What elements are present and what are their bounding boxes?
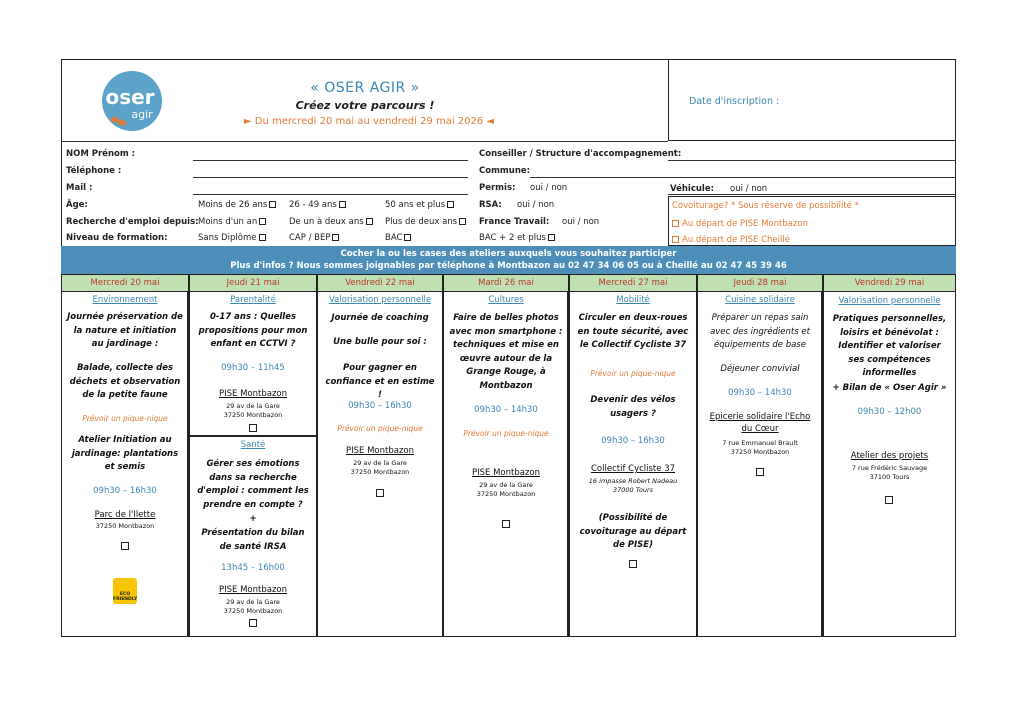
location-address-2: 37250 Montbazon: [730, 448, 790, 456]
category-label: Mobilité: [616, 295, 650, 305]
mail-field[interactable]: [193, 194, 468, 195]
checkbox[interactable]: [332, 234, 339, 241]
location-address: 37250 Montbazon: [95, 522, 155, 530]
location-name: Collectif Cycliste 37: [590, 464, 676, 474]
checkbox[interactable]: [447, 201, 454, 208]
column-divider: [567, 292, 570, 637]
pique-nique-note: Prévoir un pique-nique: [590, 369, 676, 378]
activity-text-2: Une bulle pour soi :: [333, 337, 427, 347]
activity-text-2: Gérer ses émotions dans sa recherche d'emploi : comment les prendre en compte ?: [197, 459, 309, 510]
conseiller-label: Conseiller / Structure d'accompagnement:: [479, 149, 682, 159]
schedule-grid: [61, 274, 956, 637]
checkbox[interactable]: [259, 218, 266, 225]
location-address-2: 37100 Tours: [869, 473, 910, 481]
vehicule-value[interactable]: oui / non: [730, 184, 768, 194]
location-address-1: 7 rue Frédéric Sauvage: [851, 464, 928, 472]
location-name-2: PISE Montbazon: [218, 585, 287, 595]
time-slot: 09h30 – 16h30: [348, 401, 412, 411]
activity-text-2: Déjeuner convivial: [720, 364, 800, 374]
time-slot-2: 13h45 – 16h00: [221, 563, 285, 573]
covoit-option-cheille[interactable]: Au départ de PISE Cheillé: [672, 235, 790, 245]
activity-text-3: Présentation du bilan de santé IRSA: [201, 528, 305, 552]
category-label: Cuisine solidaire: [725, 295, 795, 305]
time-slot: 09h30 – 14h30: [728, 388, 792, 398]
pique-nique-note: Prévoir un pique-nique: [82, 414, 168, 423]
banner-line-1: Cocher la ou les cases des ateliers auxquels vous souhaitez participer: [340, 249, 677, 259]
rsa-value[interactable]: oui / non: [517, 200, 555, 210]
location-address-3: 29 av de la Gare: [226, 598, 280, 606]
page-title: « OSER AGIR »: [310, 80, 420, 96]
mail-label: Mail :: [66, 183, 93, 193]
commune-label: Commune:: [479, 166, 531, 176]
checkbox[interactable]: [672, 220, 679, 227]
niveau-option-2[interactable]: CAP / BEP: [289, 233, 339, 243]
activity-text: Pratiques personnelles, loisirs et bénévolat : Identifier et valoriser ses compétences informelles: [832, 314, 947, 378]
eco-friendly-icon: ECO FRIENDLY: [113, 578, 137, 604]
signup-checkbox-2[interactable]: [249, 619, 257, 627]
activity-text-3: Pour gagner en confiance et en estime !: [325, 363, 435, 400]
checkbox[interactable]: [269, 201, 276, 208]
recherche-option-2[interactable]: De un à deux ans: [289, 217, 373, 227]
day-column-1: [61, 274, 189, 637]
time-slot: 09h30 – 14h30: [474, 405, 538, 415]
location-address-1: 16 impasse Robert Nadeau: [588, 477, 678, 485]
niveau-option-1[interactable]: Sans Diplôme: [198, 233, 266, 243]
telephone-label: Téléphone :: [66, 166, 122, 176]
column-divider: [821, 292, 824, 637]
activity-text-2: Devenir des vélos usagers ?: [590, 395, 676, 419]
signup-checkbox[interactable]: [121, 542, 129, 550]
recherche-option-1[interactable]: Moins d'un an: [198, 217, 266, 227]
checkbox[interactable]: [672, 236, 679, 243]
age-option-1[interactable]: Moins de 26 ans: [198, 200, 276, 210]
svg-text:oser: oser: [105, 85, 155, 109]
plus-sign: +: [249, 514, 257, 524]
nom-label: NOM Prénom :: [66, 149, 136, 159]
checkbox[interactable]: [459, 218, 466, 225]
page-dates: ► Du mercredi 20 mai au vendredi 29 mai 2026 ◄: [243, 116, 495, 127]
location-name: PISE Montbazon: [345, 446, 414, 456]
slot-divider: [189, 435, 317, 437]
activity-text: 0-17 ans : Quelles propositions pour mon enfant en CCTVI ?: [198, 312, 308, 349]
signup-checkbox[interactable]: [376, 489, 384, 497]
signup-checkbox[interactable]: [502, 520, 510, 528]
niveau-option-3[interactable]: BAC: [385, 233, 411, 243]
date-inscription-label: Date d'inscription :: [689, 96, 780, 107]
day-header: Vendredi 22 mai: [317, 274, 443, 292]
signup-checkbox[interactable]: [629, 560, 637, 568]
info-banner: [61, 246, 956, 274]
time-slot: 09h30 – 12h00: [857, 407, 922, 417]
location-address-1: 29 av de la Gare: [353, 459, 407, 467]
day-header: Jeudi 28 mai: [697, 274, 823, 292]
checkbox[interactable]: [259, 234, 266, 241]
conseiller-field[interactable]: [668, 160, 956, 161]
category-label: Parentalité: [230, 295, 276, 305]
niveau-option-4[interactable]: BAC + 2 et plus: [479, 233, 555, 243]
age-label: Âge:: [66, 200, 88, 210]
banner-line-2: Plus d'infos ? Nous sommes joignables par téléphone à Montbazon au 02 47 34 06 05 ou à Cheillé au 02 47 45 39 46: [230, 261, 787, 271]
activity-text-2: Balade, collecte des déchets et observation de la petite faune: [69, 363, 181, 400]
location-name: Parc de l'Ilette: [94, 510, 156, 520]
vehicule-line: [668, 194, 956, 195]
activity-text-3: (Possibilité de covoiturage au départ de PISE): [579, 513, 687, 550]
permis-value[interactable]: oui / non: [530, 183, 568, 193]
day-column-3: [317, 274, 443, 637]
activity-text: Préparer un repas sain avec des ingrédients et équipements de base: [710, 313, 810, 350]
time-slot: 09h30 – 16h30: [93, 486, 157, 496]
location-address-2: 37250 Montbazon: [223, 411, 283, 419]
covoiturage-title: Covoiturage? * Sous réserve de possibilité *: [672, 201, 859, 211]
location-address-2: 37250 Montbazon: [350, 468, 410, 476]
vehicule-label: Véhicule:: [670, 184, 715, 194]
oser-agir-logo: [96, 70, 168, 134]
day-header: Vendredi 29 mai: [823, 274, 956, 292]
age-option-3[interactable]: 50 ans et plus: [385, 200, 454, 210]
location-address-1: 7 rue Emmanuel Brault: [722, 439, 798, 447]
location-name: PISE Montbazon: [218, 389, 287, 399]
activity-text: Journée de coaching: [331, 313, 429, 323]
activity-text: Faire de belles photos avec mon smartphone : techniques et mise en œuvre autour de la Grange Rouge, à Montbazon: [449, 313, 563, 391]
pique-nique-note: Prévoir un pique-nique: [337, 424, 423, 433]
rsa-label: RSA:: [479, 200, 502, 210]
svg-text:agir: agir: [131, 108, 153, 121]
pique-nique-note: Prévoir un pique-nique: [463, 429, 549, 438]
age-option-2[interactable]: 26 - 49 ans: [289, 200, 346, 210]
column-divider: [187, 292, 190, 637]
day-column-7: [823, 274, 956, 637]
day-header: Jeudi 21 mai: [189, 274, 317, 292]
date-inscription-box: [668, 59, 956, 141]
day-column-2: [189, 274, 317, 637]
location-name: PISE Montbazon: [471, 468, 540, 478]
checkbox[interactable]: [404, 234, 411, 241]
day-header: Mercredi 27 mai: [569, 274, 697, 292]
covoiturage-box: [668, 196, 956, 246]
permis-label: Permis:: [479, 183, 516, 193]
france-travail-value[interactable]: oui / non: [562, 217, 600, 227]
day-column-6: [697, 274, 823, 637]
niveau-label: Niveau de formation:: [66, 233, 168, 243]
signup-checkbox[interactable]: [249, 424, 257, 432]
day-column-5: [569, 274, 697, 637]
checkbox[interactable]: [366, 218, 373, 225]
location-name: Atelier des projets: [850, 451, 929, 461]
category-label: Cultures: [488, 295, 524, 305]
category-label: Valorisation personnelle: [838, 296, 941, 306]
category-label-2: Santé: [240, 440, 266, 450]
activity-text: Journée préservation de la nature et initiation au jardinage :: [67, 312, 183, 349]
location-address-4: 37250 Montbazon: [223, 607, 283, 615]
activity-text-3: Atelier Initiation au jardinage: plantations et semis: [71, 435, 179, 472]
category-label: Valorisation personnelle: [328, 295, 432, 305]
location-address-2: 37000 Tours: [612, 486, 654, 494]
day-header: Mardi 26 mai: [443, 274, 569, 292]
time-slot: 09h30 – 16h30: [601, 436, 665, 446]
checkbox[interactable]: [548, 234, 555, 241]
category-label: Environnement: [92, 295, 158, 305]
location-name: Epicerie solidaire l'Echo du Cœur: [709, 412, 811, 434]
france-travail-label: France Travail:: [479, 217, 550, 227]
signup-checkbox[interactable]: [885, 496, 893, 504]
telephone-field[interactable]: [193, 177, 468, 178]
header-divider: [61, 141, 668, 142]
commune-field[interactable]: [530, 177, 956, 178]
checkbox[interactable]: [339, 201, 346, 208]
time-slot: 09h30 – 11h45: [221, 363, 285, 373]
activity-text-2: + Bilan de « Oser Agir »: [832, 383, 947, 393]
location-address-2: 37250 Montbazon: [476, 490, 536, 498]
day-header: Mercredi 20 mai: [61, 274, 189, 292]
nom-field[interactable]: [193, 160, 468, 161]
signup-checkbox[interactable]: [756, 468, 764, 476]
day-column-4: [443, 274, 569, 637]
covoit-option-montbazon[interactable]: Au départ de PISE Montbazon: [672, 219, 808, 229]
location-address-1: 29 av de la Gare: [479, 481, 533, 489]
location-address-1: 29 av de la Gare: [226, 402, 280, 410]
activity-text: Circuler en deux-roues en toute sécurité, avec le Collectif Cycliste 37: [577, 313, 689, 350]
page-subtitle: Créez votre parcours !: [295, 99, 435, 112]
recherche-option-3[interactable]: Plus de deux ans: [385, 217, 466, 227]
recherche-label: Recherche d'emploi depuis:: [66, 217, 199, 227]
